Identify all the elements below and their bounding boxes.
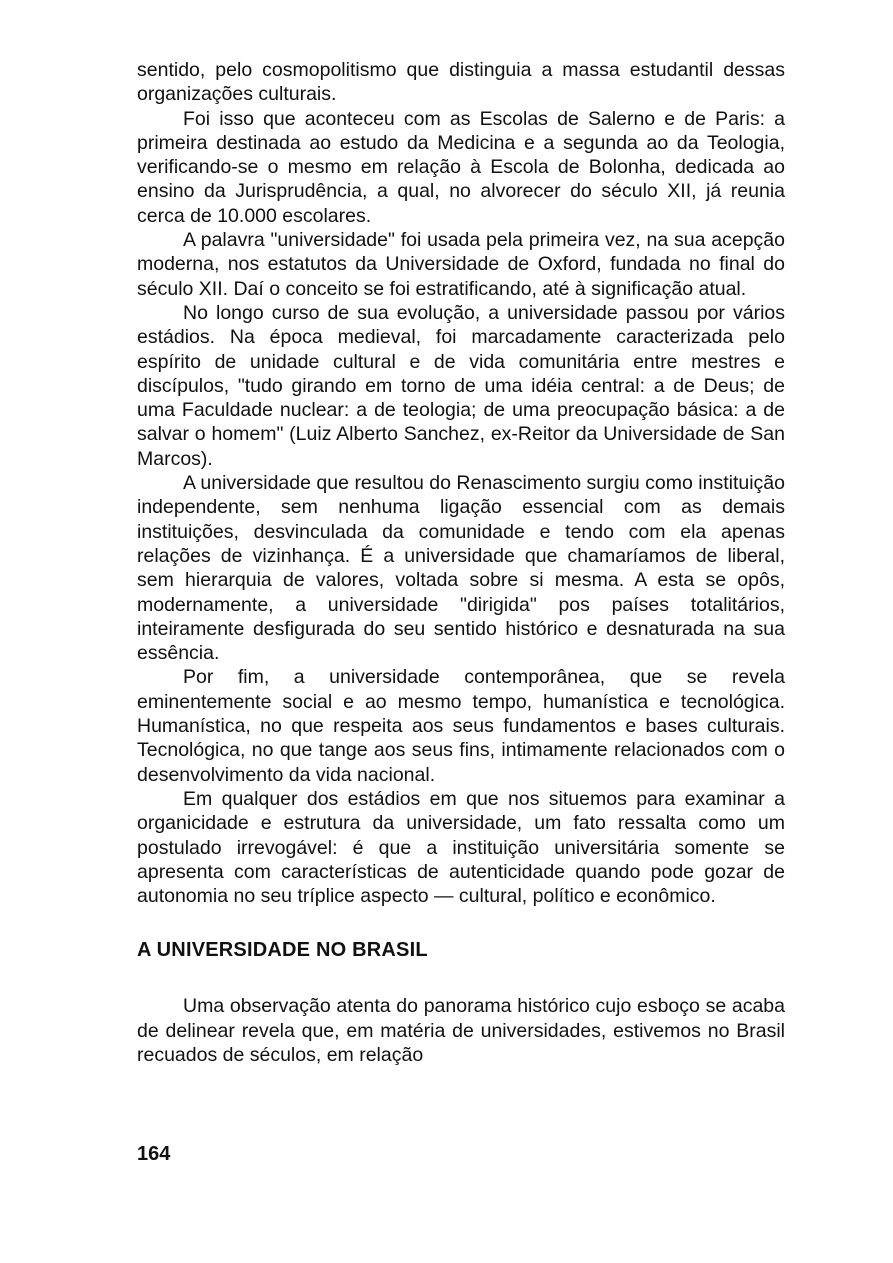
paragraph-1: sentido, pelo cosmopolitismo que distinguia a massa estudantil dessas organizações culturais. — [137, 59, 785, 106]
section-heading: A UNIVERSIDADE NO BRASIL — [137, 939, 428, 962]
paragraph-2: Foi isso que aconteceu com as Escolas de Salerno e de Paris: a primeira destinada ao estudo da Medicina e a segunda ao da Teologia, verificando-se o mesmo em relação à Escola de Bolonha, dedicada ao ensino da Jurisprudência, a qual, no alvorecer do século XII, já reunia cerca de 10.000 escolares. — [137, 107, 785, 227]
book-page — [137, 58, 785, 1067]
paragraph-7: Em qualquer dos estádios em que nos situemos para examinar a organicidade e estrutura da universidade, um fato ressalta como um postulado irrevogável: é que a instituição universitária somente se apresenta com características de autenticidade quando pode gozar de autonomia no seu tríplice aspecto — cultural, político e econômico. — [137, 787, 785, 908]
paragraph-8: Uma observação atenta do panorama histórico cujo esboço se acaba de delinear revela que, em matéria de universidades, estivemos no Brasil recuados de séculos, em relação — [137, 995, 785, 1066]
paragraph-5: A universidade que resultou do Renascimento surgiu como instituição independente, sem nenhuma ligação essencial com as demais instituições, desvinculada da comunidade e tendo com ela apenas relações de vizinhança. É a universidade que chamaríamos de liberal, sem hierarquia de valores, voltada sobre si mesma. A esta se opôs, modernamente, a universidade "dirigida" pos países totalitários, inteiramente desfigurada do seu sentido histórico e desnaturada na sua essência. — [137, 472, 785, 665]
paragraph-4: No longo curso de sua evolução, a universidade passou por vários estádios. Na época medieval, foi marcadamente caracterizada pelo espírito de unidade cultural e de vida comunitária entre mestres e discípulos, "tudo girando em torno de uma idéia central: a de Deus; de uma Faculdade nuclear: a de teologia; de uma preocupação básica: a de salvar o homem" (Luiz Alberto Sanchez, ex-Reitor da Universidade de San Marcos). — [137, 301, 785, 470]
paragraph-3: A palavra "universidade" foi usada pela primeira vez, na sua acepção moderna, nos estatutos da Universidade de Oxford, fundada no final do século XII. Daí o conceito se foi estratificando, até à significação atual. — [137, 229, 785, 300]
page-number: 164 — [137, 1143, 171, 1165]
paragraph-6: Por fim, a universidade contemporânea, que se revela eminentemente social e ao mesmo tempo, humanística e tecnológica. Humanística, no que respeita aos seus fundamentos e bases culturais. Tecnológica, no que tange aos seus fins, intimamente relacionados com o desenvolvimento da vida nacional. — [137, 666, 785, 786]
